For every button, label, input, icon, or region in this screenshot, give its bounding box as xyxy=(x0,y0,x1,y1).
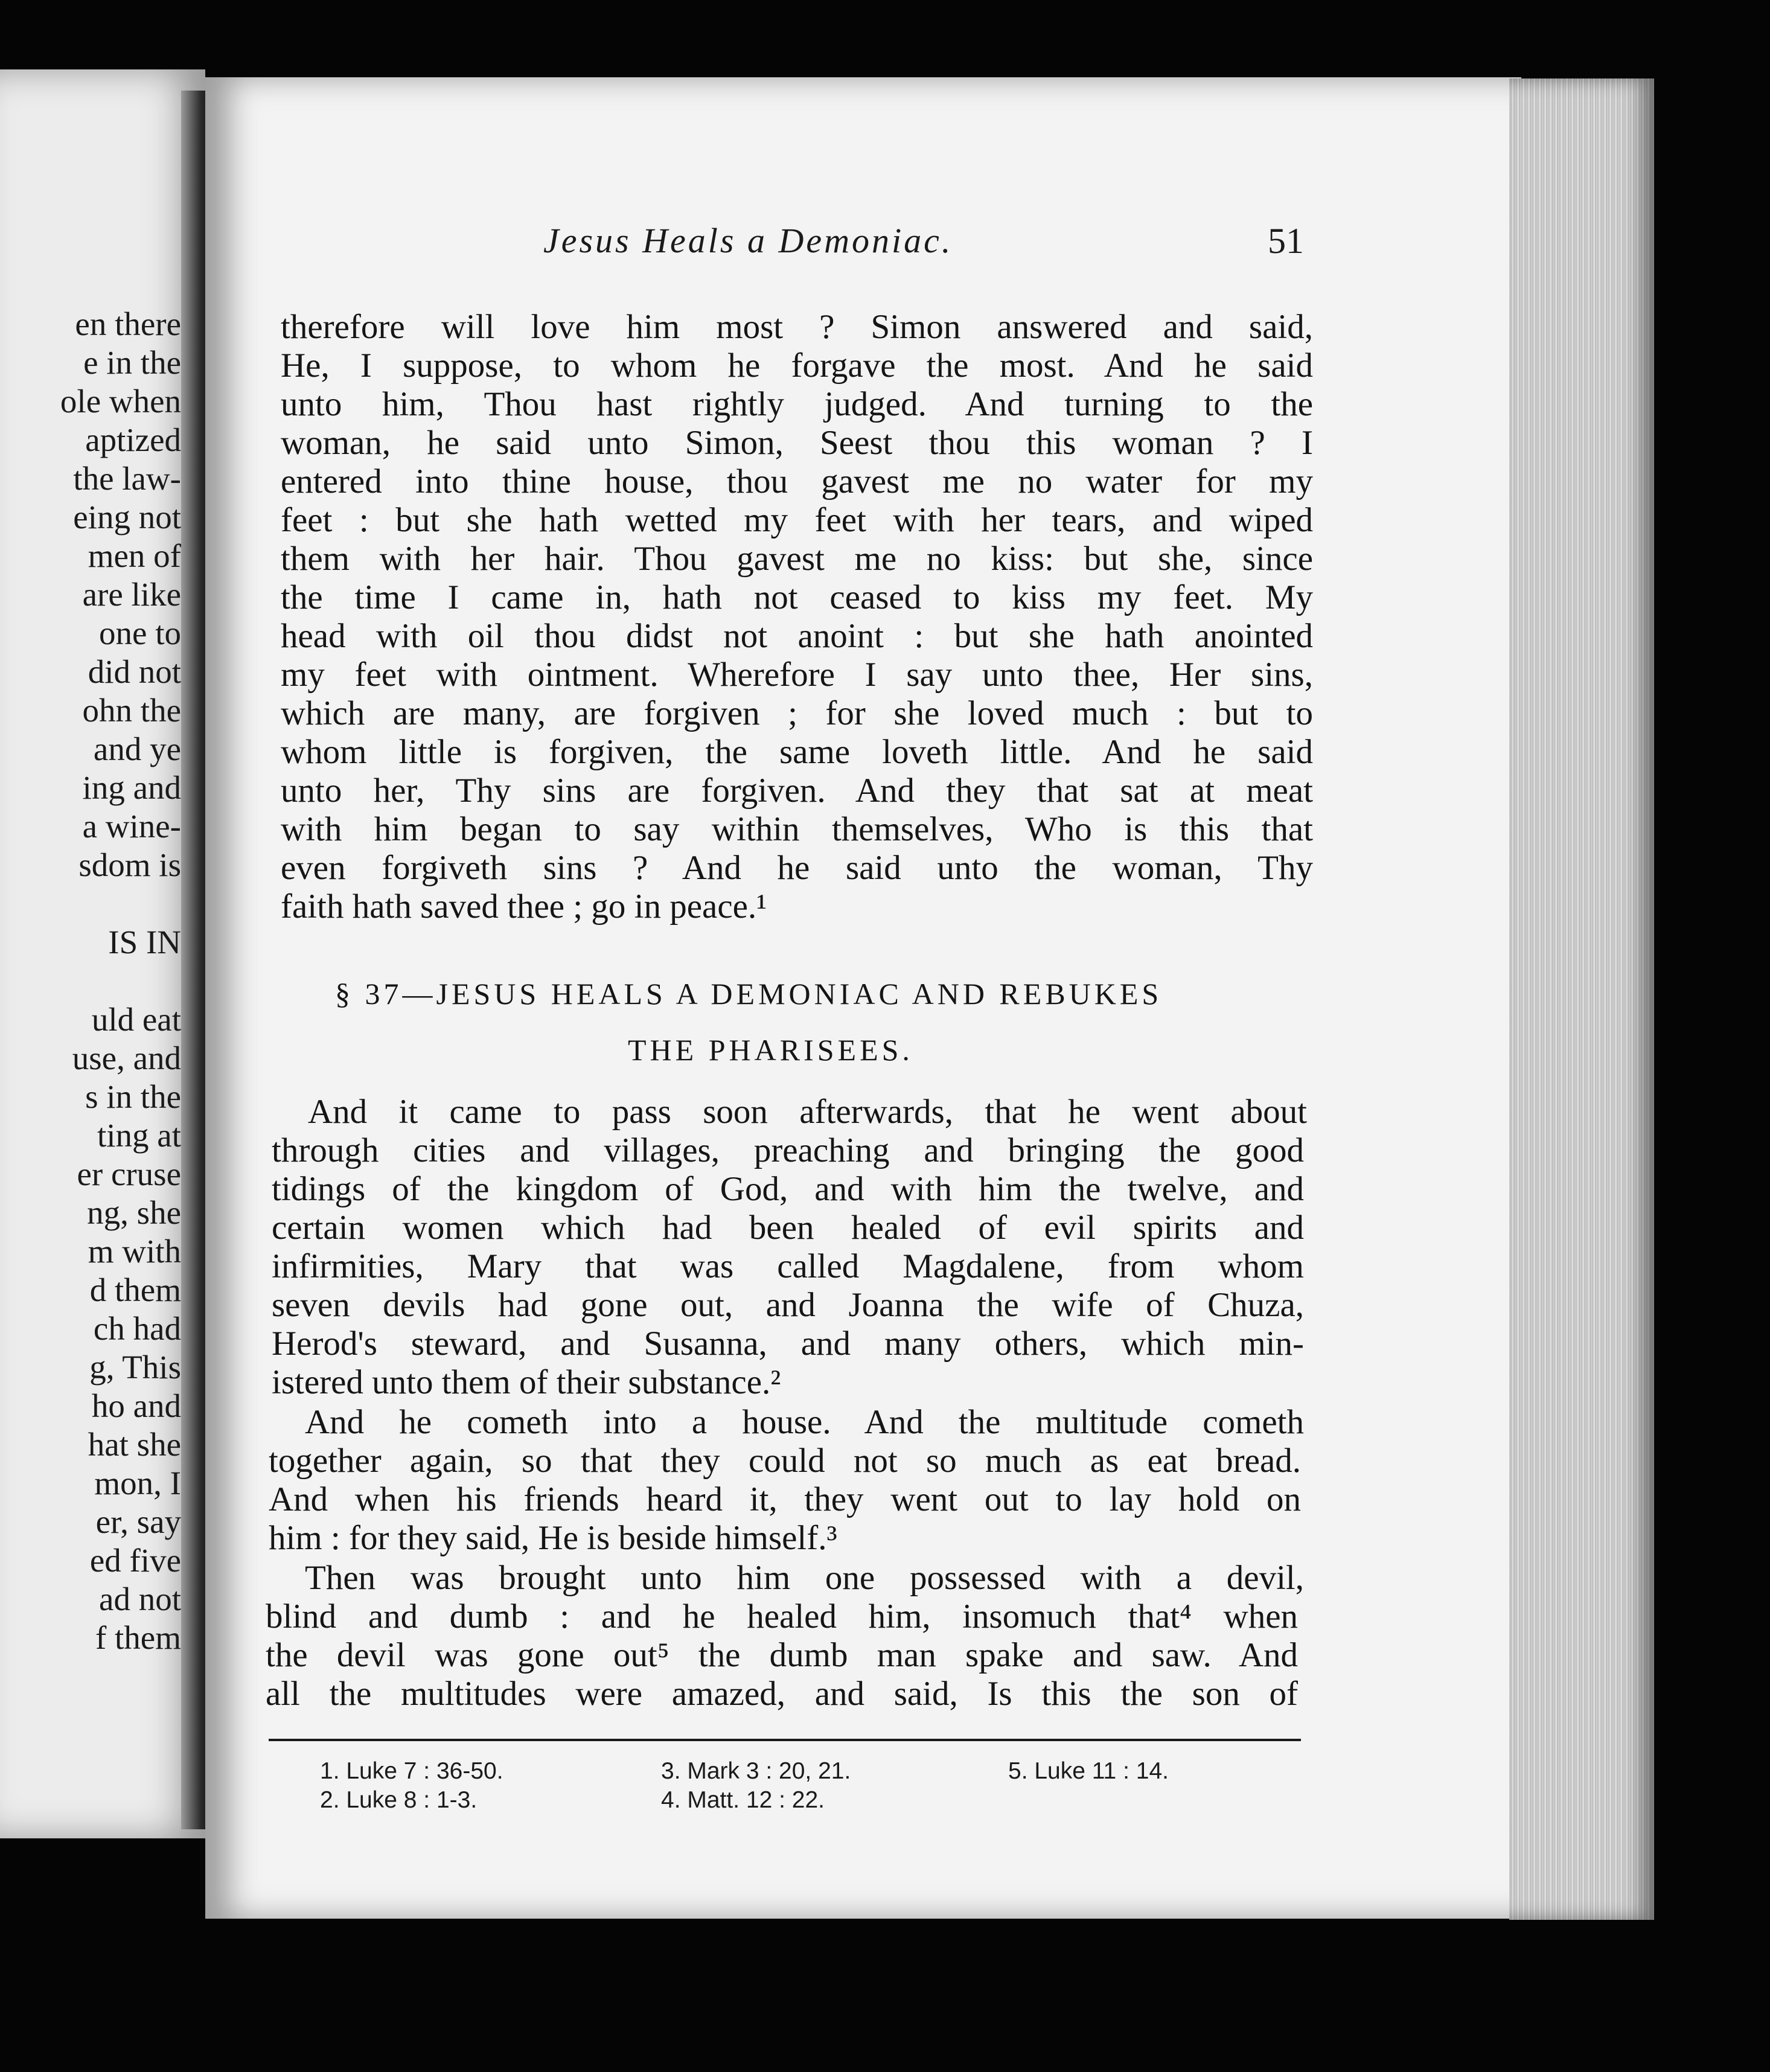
text-line: Herod's steward, and Susanna, and many others, which min- xyxy=(272,1325,1304,1363)
text-line: tidings of the kingdom of God, and with him the twelve, and xyxy=(272,1170,1304,1208)
text-line: And when his friends heard it, they went out to lay hold on xyxy=(269,1480,1301,1518)
page-edges xyxy=(1509,78,1654,1920)
footnote-1: 1. Luke 7 : 36-50. xyxy=(320,1758,503,1784)
text-line: even forgiveth sins ? And he said unto the woman, Thy xyxy=(281,849,1313,887)
left-page-line: er cruse xyxy=(77,1156,181,1192)
left-page-line: en there xyxy=(75,305,181,342)
text-line: istered unto them of their substance.² xyxy=(272,1363,781,1401)
left-page-line: a wine- xyxy=(82,808,181,845)
text-line: head with oil thou didst not anoint : but she hath anointed xyxy=(281,617,1313,655)
left-page-line: men of xyxy=(88,537,181,574)
text-line: my feet with ointment. Wherefore I say unto thee, Her sins, xyxy=(281,656,1313,694)
text-line: Then was brought unto him one possessed with a devil, xyxy=(305,1559,1304,1597)
text-line: feet : but she hath wetted my feet with her tears, and wiped xyxy=(281,501,1313,539)
text-line: the devil was gone out⁵ the dumb man spake and saw. And xyxy=(266,1636,1298,1674)
left-page-line: ho and xyxy=(91,1387,181,1424)
left-page-line: m with xyxy=(88,1233,181,1270)
text-line: And it came to pass soon afterwards, that he went about xyxy=(308,1093,1307,1131)
text-line: through cities and villages, preaching and bringing the good xyxy=(272,1131,1304,1169)
text-line: And he cometh into a house. And the multitude cometh xyxy=(305,1403,1304,1441)
text-line: seven devils had gone out, and Joanna the wife of Chuza, xyxy=(272,1286,1304,1324)
footnote-2: 2. Luke 8 : 1-3. xyxy=(320,1787,478,1813)
section-heading-continued: THE PHARISEES. xyxy=(628,1033,913,1067)
left-page-line: IS IN xyxy=(108,924,181,961)
left-page-line: e in the xyxy=(83,344,181,381)
text-line: together again, so that they could not so much as eat bread. xyxy=(269,1442,1301,1480)
text-line: therefore will love him most ? Simon answered and said, xyxy=(281,308,1313,346)
left-page-line: ing and xyxy=(82,769,181,806)
left-page-line: aptized xyxy=(85,421,181,458)
text-line: certain women which had been healed of evil spirits and xyxy=(272,1209,1304,1247)
text-line: infirmities, Mary that was called Magdalene, from whom xyxy=(272,1247,1304,1285)
footnote-4: 4. Matt. 12 : 22. xyxy=(661,1787,825,1813)
text-line: them with her hair. Thou gavest me no kiss: but she, since xyxy=(281,540,1313,578)
left-page-line: did not xyxy=(88,653,181,690)
text-line: woman, he said unto Simon, Seest thou this woman ? I xyxy=(281,424,1313,462)
left-page-line: hat she xyxy=(88,1426,181,1463)
left-page-line: mon, I xyxy=(94,1465,181,1501)
text-line: unto her, Thy sins are forgiven. And they that sat at meat xyxy=(281,772,1313,810)
left-page-line: the law- xyxy=(73,460,181,497)
footnote-3: 3. Mark 3 : 20, 21. xyxy=(661,1758,851,1784)
text-line: He, I suppose, to whom he forgave the most. And he said xyxy=(281,347,1313,385)
text-line: all the multitudes were amazed, and said, Is this the son of xyxy=(266,1675,1298,1713)
left-page-line: are like xyxy=(82,576,181,613)
text-line: which are many, are forgiven ; for she loved much : but to xyxy=(281,694,1313,732)
text-line: entered into thine house, thou gavest me no water for my xyxy=(281,462,1313,500)
text-line: faith hath saved thee ; go in peace.¹ xyxy=(281,887,767,926)
left-page-line: uld eat xyxy=(91,1001,181,1038)
left-page-line: f them xyxy=(95,1619,181,1656)
left-page-line: ting at xyxy=(97,1117,181,1154)
left-page-line: ohn the xyxy=(82,692,181,729)
text-line: unto him, Thou hast rightly judged. And turning to the xyxy=(281,385,1313,423)
left-page-line: use, and xyxy=(72,1040,181,1076)
left-page-line: d them xyxy=(89,1271,181,1308)
left-page-line: eing not xyxy=(73,499,181,536)
left-page-text xyxy=(0,305,181,1796)
left-page-line: s in the xyxy=(85,1078,181,1115)
left-page-line: sdom is xyxy=(78,846,181,883)
left-page-line: ed five xyxy=(89,1542,181,1579)
footnote-5: 5. Luke 11 : 14. xyxy=(1008,1758,1169,1784)
left-page-line: ch had xyxy=(93,1310,181,1347)
running-header: Jesus Heals a Demoniac. xyxy=(543,221,953,260)
left-page-line: ad not xyxy=(99,1581,181,1617)
left-page-line: ng, she xyxy=(87,1194,181,1231)
left-page-line: one to xyxy=(99,615,181,651)
text-line: blind and dumb : and he healed him, insomuch that⁴ when xyxy=(266,1597,1298,1636)
left-page-line: g, This xyxy=(89,1349,181,1386)
left-page-line: er, say xyxy=(95,1503,181,1540)
text-line: the time I came in, hath not ceased to kiss my feet. My xyxy=(281,578,1313,616)
section-heading: § 37—JESUS HEALS A DEMONIAC AND REBUKES xyxy=(335,977,1163,1011)
text-line: with him began to say within themselves, Who is this that xyxy=(281,810,1313,848)
text-line: him : for they said, He is beside himself.³ xyxy=(269,1519,837,1557)
text-line: whom little is forgiven, the same loveth little. And he said xyxy=(281,733,1313,771)
left-page-line: and ye xyxy=(93,731,181,767)
page-number: 51 xyxy=(1268,221,1304,261)
left-page-line: ole when xyxy=(60,383,181,420)
footnote-rule xyxy=(269,1739,1301,1741)
